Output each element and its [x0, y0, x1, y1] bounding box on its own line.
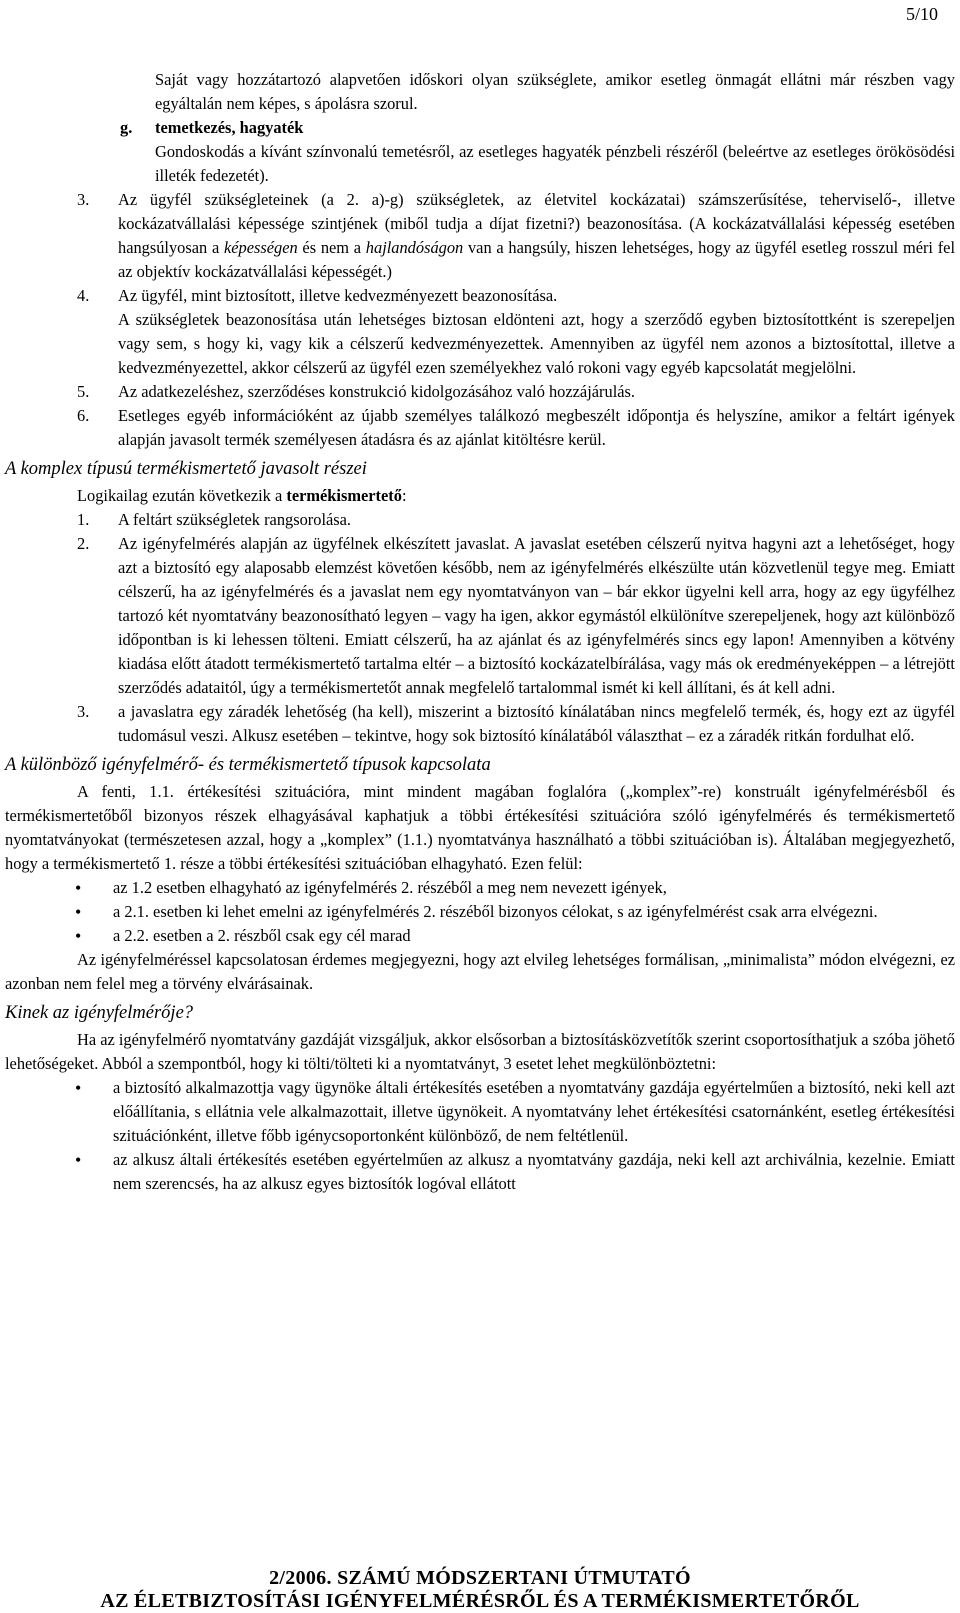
section1-item-1: 1. A feltárt szükségletek rangsorolása. — [5, 508, 955, 532]
section-heading-product-info: A komplex típusú termékismertető javasolt részei — [5, 459, 367, 479]
section-heading-relationship: A különböző igényfelmérő- és termékismertető típusok kapcsolata — [5, 755, 491, 775]
footer-line-1: 2/2006. SZÁMÚ MÓDSZERTANI ÚTMUTATÓ — [269, 1567, 691, 1589]
list-item-5 — [5, 380, 955, 404]
list-marker: 3. — [77, 702, 90, 721]
item-5-text: Az adatkezeléshez, szerződéses konstrukció kidolgozásához való hozzájárulás. — [118, 382, 635, 401]
list-marker: g. — [120, 118, 133, 137]
bullet-item: • a 2.1. esetben ki lehet emelni az igényfelmérés 2. részéből bizonyos célokat, s az igényfelmérést csak arra elvégezni. — [5, 900, 955, 924]
section3-paragraph-1: Ha az igényfelmérő nyomtatvány gazdáját vizsgáljuk, akkor elsősorban a biztosításközvetítők szerint csoportosíthatjuk a szóba jöhető lehetőségeket. Abból a szempontból, hogy ki tölti/tölteti ki a nyomtatványt, 3 esetet lehet megkülönböztetni: — [5, 1030, 956, 1073]
list-item-3 — [5, 188, 955, 284]
bullet-item: • az 1.2 esetben elhagyható az igényfelmérés 2. részéből a meg nem nevezett igények, — [5, 876, 955, 900]
intro-paragraph: Saját vagy hozzátartozó alapvetően időskori olyan szükséglete, amikor esetleg önmagát ellátni már részben vagy egyáltalán nem képes, s ápolásra szorul. — [155, 70, 955, 113]
list-marker: 3. — [77, 190, 90, 209]
list-marker: 4. — [77, 286, 90, 305]
section1-lead: Logikailag ezután következik a termékismertető: — [77, 486, 407, 505]
section2-paragraph-2: Az igényfelméréssel kapcsolatosan érdemes megjegyezni, hogy azt elvileg lehetséges formálisan, „minimalista” módon elvégezni, ez azonban nem felel meg a törvény elvárásainak. — [5, 950, 955, 993]
item-g-title: temetkezés, hagyaték — [155, 118, 304, 137]
section2-bullet-list — [5, 876, 955, 948]
bullet-item: • az alkusz általi értékesítés esetében egyértelműen az alkusz a nyomtatvány gazdája, neki kell azt archiválnia, kezelnie. Emiatt nem szerencsés, ha az alkusz egyes biztosítók logóval ellátott — [5, 1148, 955, 1196]
footer-line-2: AZ ÉLETBIZTOSÍTÁSI IGÉNYFELMÉRÉSRŐL ÉS A TERMÉKISMERTETŐRŐL — [100, 1590, 860, 1612]
item-g-text: Gondoskodás a kívánt színvonalú temetésről, az esetleges hagyaték pénzbeli részéről (beleértve az esetleges örökösödési illeték fedezetét). — [155, 142, 955, 185]
bullet-item: • a 2.2. esetben a 2. részből csak egy cél marad — [5, 924, 955, 948]
item-6-text: Esetleges egyéb információként az újabb személyes találkozó megbeszélt időpontja és helyszíne, amikor a feltárt igények alapján javasolt termék személyesen átadásra és az ajánlat kitöltésre kerül. — [118, 406, 955, 449]
list-marker: 5. — [77, 382, 90, 401]
list-marker: 6. — [77, 406, 90, 425]
list-marker: 1. — [77, 510, 90, 529]
list-item-6 — [5, 404, 955, 452]
list-item-4 — [5, 284, 955, 380]
section1-item-2: 2. Az igényfelmérés alapján az ügyfélnek elkészített javaslat. A javaslat esetében célszerű nyitva hagyni azt a lehetőséget, hogy azt a biztosító egy alaposabb elemzést követően később, nem az igényfelmérés elkészülte után közvetlenül tegye meg. Emiatt célszerű, ha az igényfelmérés és a javaslat nem egy nyomtatványon van – bár ekkor ügyelni kell arra, hogy az egy ügyfélhez tartozó két nyomtatvány beazonosítható legyen – vagy ha igen, akkor egymástól elkülönítve szerepeljenek, hogy azt különböző időpontban is ki lehessen tölteni. Emiatt célszerű, ha az ajánlat és az igényfelmérés sincs egy lapon! Amennyiben a kötvény kiadása előtt átadott termékismertető tartalma eltér – a biztosító kockázatelbírálása, vagy más ok eredményeképpen – a létrejött szerződés adataitól, úgy a termékismertetőt annak megfelelő tartalommal ismét ki kell állítani, és át kell adni. — [77, 534, 955, 697]
section3-bullet-list — [5, 1076, 955, 1196]
bullet-item: • a biztosító alkalmazottja vagy ügynöke általi értékesítés esetében a nyomtatvány gazdája egyértelműen a biztosító, neki kell azt előállítania, s ellátnia vele alkalmazottait, illetve ügynökeit. A nyomtatvány lehet értékesítési csatornánként, esetleg értékesítési szituációnként, illetve főbb igénycsoportonként különböző, de nem feltétlenül. — [5, 1076, 955, 1148]
section-heading-owner: Kinek az igényfelmérője? — [5, 1003, 194, 1023]
item-4-text: Az ügyfél, mint biztosított, illetve kedvezményezett beazonosítása. — [118, 286, 558, 305]
list-item-g — [5, 116, 955, 188]
page-content — [5, 68, 955, 1196]
item-4-paragraph: A szükségletek beazonosítása után lehetséges biztosan eldönteni azt, hogy a szerződő egyben biztosítottként is szerepeljen vagy sem, s hogy ki, vagy kik a célszerű kedvezményezettek. Amennyiben az ügyfél nem azonos a biztosítottal, illetve a kedvezményezettel, akkor célszerű az ügyfél ezen személyekhez való rokoni vagy egyéb kapcsolatát megjelölni. — [118, 310, 955, 377]
list-marker: 2. — [77, 534, 90, 553]
section1-item-3: 3. a javaslatra egy záradék lehetőség (ha kell), miszerint a biztosító kínálatában nincs megfelelő termék, és, hogy ezt az ügyfél tudomásul veszi. Alkusz esetében – tekintve, hogy sok biztosító kínálatából választhat – ez a záradék ritkán fordulhat elő. — [77, 702, 955, 745]
section2-paragraph-1: A fenti, 1.1. értékesítési szituációra, mint mindent magában foglalóra („komplex”-re) konstruált igényfelmérésből és termékismertetőből bizonyos részek elhagyásával kaphatjuk a többi értékesítési szituációra szóló igényfelmérés és termékismertető nyomtatványokat (természetesen azzal, hogy a „komplex” (1.1.) nyomtatványa használható a többi szituációban is). Általában megjegyezhető, hogy a termékismertető 1. része a többi értékesítési szituációban elhagyható. Ezen felül: — [5, 782, 955, 873]
item-3-text: Az ügyfél szükségleteinek (a 2. a)-g) szükségletek, az életvitel kockázatai) számszerűsítése, teherviselő-, illetve kockázatvállalási képessége szintjének (miből tudja a díjat fizetni?) beazonosítása. (A kockázatvállalási képesség esetében hangsúlyosan a képességen és nem a hajlandóságon van a hangsúly, hiszen lehetséges, hogy az ügyfél esetleg rosszul méri fel az objektív kockázatvállalási képességét.) — [118, 190, 956, 281]
page-number: 5/10 — [905, 4, 938, 24]
